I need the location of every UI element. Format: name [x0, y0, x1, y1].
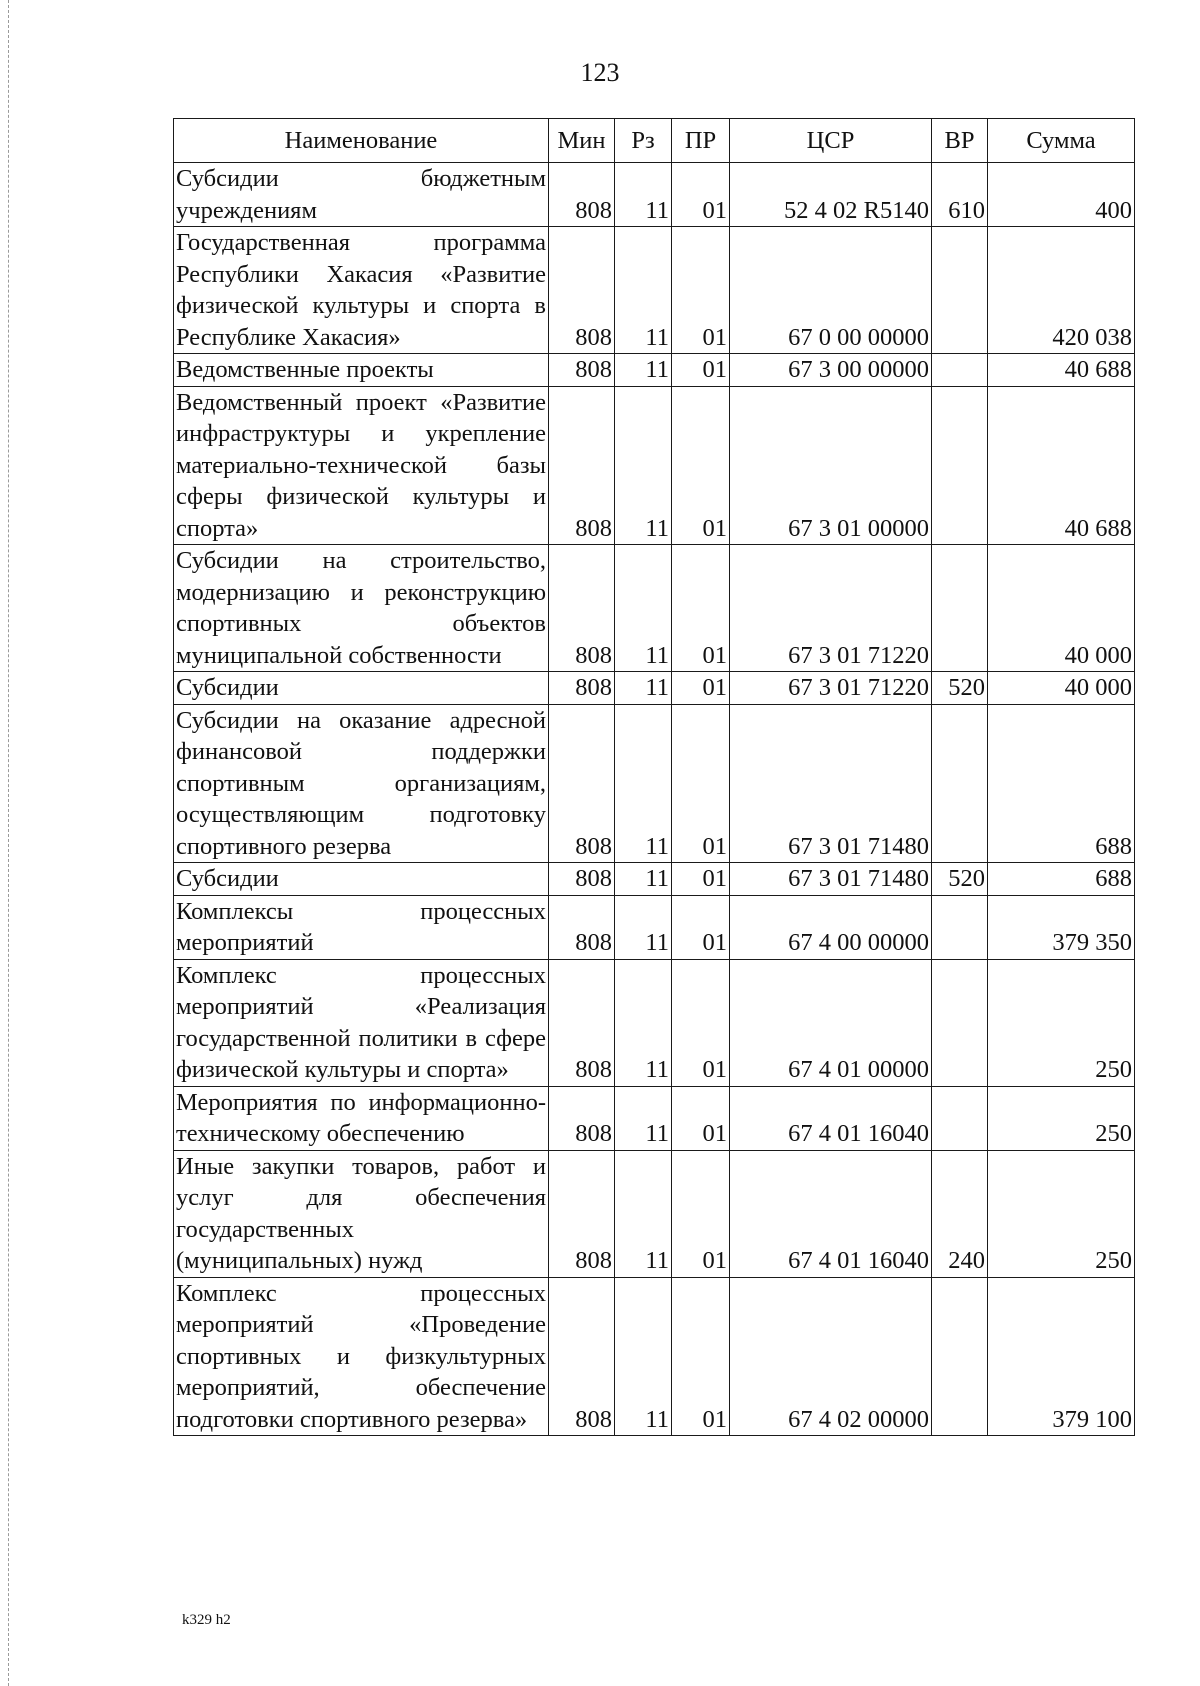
table-row	[174, 354, 1135, 387]
cell-name: Субсидии бюджетным учреждениям	[174, 163, 549, 227]
cell-rz: 11	[615, 1150, 672, 1277]
table-row	[174, 227, 1135, 354]
table-row	[174, 863, 1135, 896]
cell-csr: 67 4 02 00000	[730, 1277, 932, 1436]
cell-pr: 01	[672, 863, 730, 896]
cell-sum: 40 000	[988, 672, 1135, 705]
table-row	[174, 672, 1135, 705]
page-number: 123	[580, 58, 620, 87]
cell-pr: 01	[672, 959, 730, 1086]
table-row	[174, 1150, 1135, 1277]
cell-rz: 11	[615, 1277, 672, 1436]
cell-name: Ведомственные проекты	[174, 354, 549, 387]
cell-pr: 01	[672, 704, 730, 863]
header-pr: ПР	[672, 119, 730, 163]
cell-name: Государственная программа Республики Хакасия «Развитие физической культуры и спорта в Республике Хакасия»	[174, 227, 549, 354]
header-name: Наименование	[174, 119, 549, 163]
table-header	[174, 119, 1135, 163]
header-row	[174, 119, 1135, 163]
table-row	[174, 545, 1135, 672]
cell-rz: 11	[615, 959, 672, 1086]
cell-csr: 67 0 00 00000	[730, 227, 932, 354]
table-row	[174, 386, 1135, 545]
cell-csr: 67 3 01 71480	[730, 704, 932, 863]
cell-vr	[932, 227, 988, 354]
cell-min: 808	[549, 672, 615, 705]
cell-csr: 67 3 00 00000	[730, 354, 932, 387]
cell-sum: 40 688	[988, 354, 1135, 387]
cell-rz: 11	[615, 163, 672, 227]
cell-vr	[932, 704, 988, 863]
cell-sum: 250	[988, 1150, 1135, 1277]
cell-sum: 250	[988, 959, 1135, 1086]
cell-sum: 420 038	[988, 227, 1135, 354]
cell-pr: 01	[672, 895, 730, 959]
table-row	[174, 704, 1135, 863]
cell-csr: 67 3 01 71220	[730, 545, 932, 672]
cell-pr: 01	[672, 227, 730, 354]
cell-min: 808	[549, 1086, 615, 1150]
cell-sum: 379 100	[988, 1277, 1135, 1436]
cell-name: Субсидии на оказание адресной финансовой поддержки спортивным организациям, осуществляющим подготовку спортивного резерва	[174, 704, 549, 863]
cell-vr	[932, 959, 988, 1086]
cell-sum: 250	[988, 1086, 1135, 1150]
cell-min: 808	[549, 1277, 615, 1436]
cell-sum: 379 350	[988, 895, 1135, 959]
cell-rz: 11	[615, 863, 672, 896]
header-vr: ВР	[932, 119, 988, 163]
cell-rz: 11	[615, 545, 672, 672]
cell-name: Иные закупки товаров, работ и услуг для обеспечения государственных (муниципальных) нужд	[174, 1150, 549, 1277]
cell-min: 808	[549, 545, 615, 672]
cell-name: Комплекс процессных мероприятий «Реализация государственной политики в сфере физической культуры и спорта»	[174, 959, 549, 1086]
cell-pr: 01	[672, 672, 730, 705]
cell-name: Мероприятия по информационно-техническому обеспечению	[174, 1086, 549, 1150]
table-row	[174, 959, 1135, 1086]
cell-vr	[932, 1086, 988, 1150]
footer-code: k329 h2	[182, 1612, 231, 1628]
cell-vr: 240	[932, 1150, 988, 1277]
cell-rz: 11	[615, 895, 672, 959]
cell-sum: 40 688	[988, 386, 1135, 545]
cell-pr: 01	[672, 545, 730, 672]
cell-name: Субсидии на строительство, модернизацию и реконструкцию спортивных объектов муниципальной собственности	[174, 545, 549, 672]
cell-name: Комплекс процессных мероприятий «Проведение спортивных и физкультурных мероприятий, обеспечение подготовки спортивного резерва»	[174, 1277, 549, 1436]
cell-vr	[932, 545, 988, 672]
cell-vr	[932, 1277, 988, 1436]
cell-sum: 688	[988, 704, 1135, 863]
cell-min: 808	[549, 704, 615, 863]
cell-csr: 67 4 00 00000	[730, 895, 932, 959]
cell-pr: 01	[672, 1277, 730, 1436]
cell-min: 808	[549, 354, 615, 387]
page-left-edge	[8, 0, 9, 1686]
cell-csr: 67 4 01 16040	[730, 1086, 932, 1150]
cell-rz: 11	[615, 354, 672, 387]
cell-name: Субсидии	[174, 672, 549, 705]
cell-min: 808	[549, 386, 615, 545]
cell-pr: 01	[672, 354, 730, 387]
header-csr: ЦСР	[730, 119, 932, 163]
cell-sum: 40 000	[988, 545, 1135, 672]
cell-min: 808	[549, 1150, 615, 1277]
cell-vr: 610	[932, 163, 988, 227]
cell-vr	[932, 354, 988, 387]
cell-sum: 688	[988, 863, 1135, 896]
header-min: Мин	[549, 119, 615, 163]
cell-rz: 11	[615, 1086, 672, 1150]
cell-min: 808	[549, 227, 615, 354]
cell-csr: 67 3 01 71480	[730, 863, 932, 896]
header-rz: Рз	[615, 119, 672, 163]
table-row	[174, 163, 1135, 227]
cell-csr: 67 4 01 00000	[730, 959, 932, 1086]
cell-csr: 67 4 01 16040	[730, 1150, 932, 1277]
cell-csr: 67 3 01 71220	[730, 672, 932, 705]
cell-vr	[932, 895, 988, 959]
cell-min: 808	[549, 895, 615, 959]
cell-sum: 400	[988, 163, 1135, 227]
cell-rz: 11	[615, 704, 672, 863]
cell-name: Ведомственный проект «Развитие инфраструктуры и укрепление материально-технической базы сферы физической культуры и спорта»	[174, 386, 549, 545]
cell-rz: 11	[615, 386, 672, 545]
cell-name: Комплексы процессных мероприятий	[174, 895, 549, 959]
table-row	[174, 1086, 1135, 1150]
cell-vr: 520	[932, 863, 988, 896]
table-row	[174, 1277, 1135, 1436]
budget-table	[173, 118, 1135, 1436]
cell-pr: 01	[672, 1086, 730, 1150]
cell-pr: 01	[672, 386, 730, 545]
cell-rz: 11	[615, 227, 672, 354]
cell-vr: 520	[932, 672, 988, 705]
table-body	[174, 163, 1135, 1436]
cell-rz: 11	[615, 672, 672, 705]
cell-csr: 67 3 01 00000	[730, 386, 932, 545]
cell-min: 808	[549, 959, 615, 1086]
table-row	[174, 895, 1135, 959]
cell-vr	[932, 386, 988, 545]
cell-min: 808	[549, 863, 615, 896]
cell-csr: 52 4 02 R5140	[730, 163, 932, 227]
cell-pr: 01	[672, 163, 730, 227]
cell-min: 808	[549, 163, 615, 227]
cell-name: Субсидии	[174, 863, 549, 896]
cell-pr: 01	[672, 1150, 730, 1277]
header-sum: Сумма	[988, 119, 1135, 163]
